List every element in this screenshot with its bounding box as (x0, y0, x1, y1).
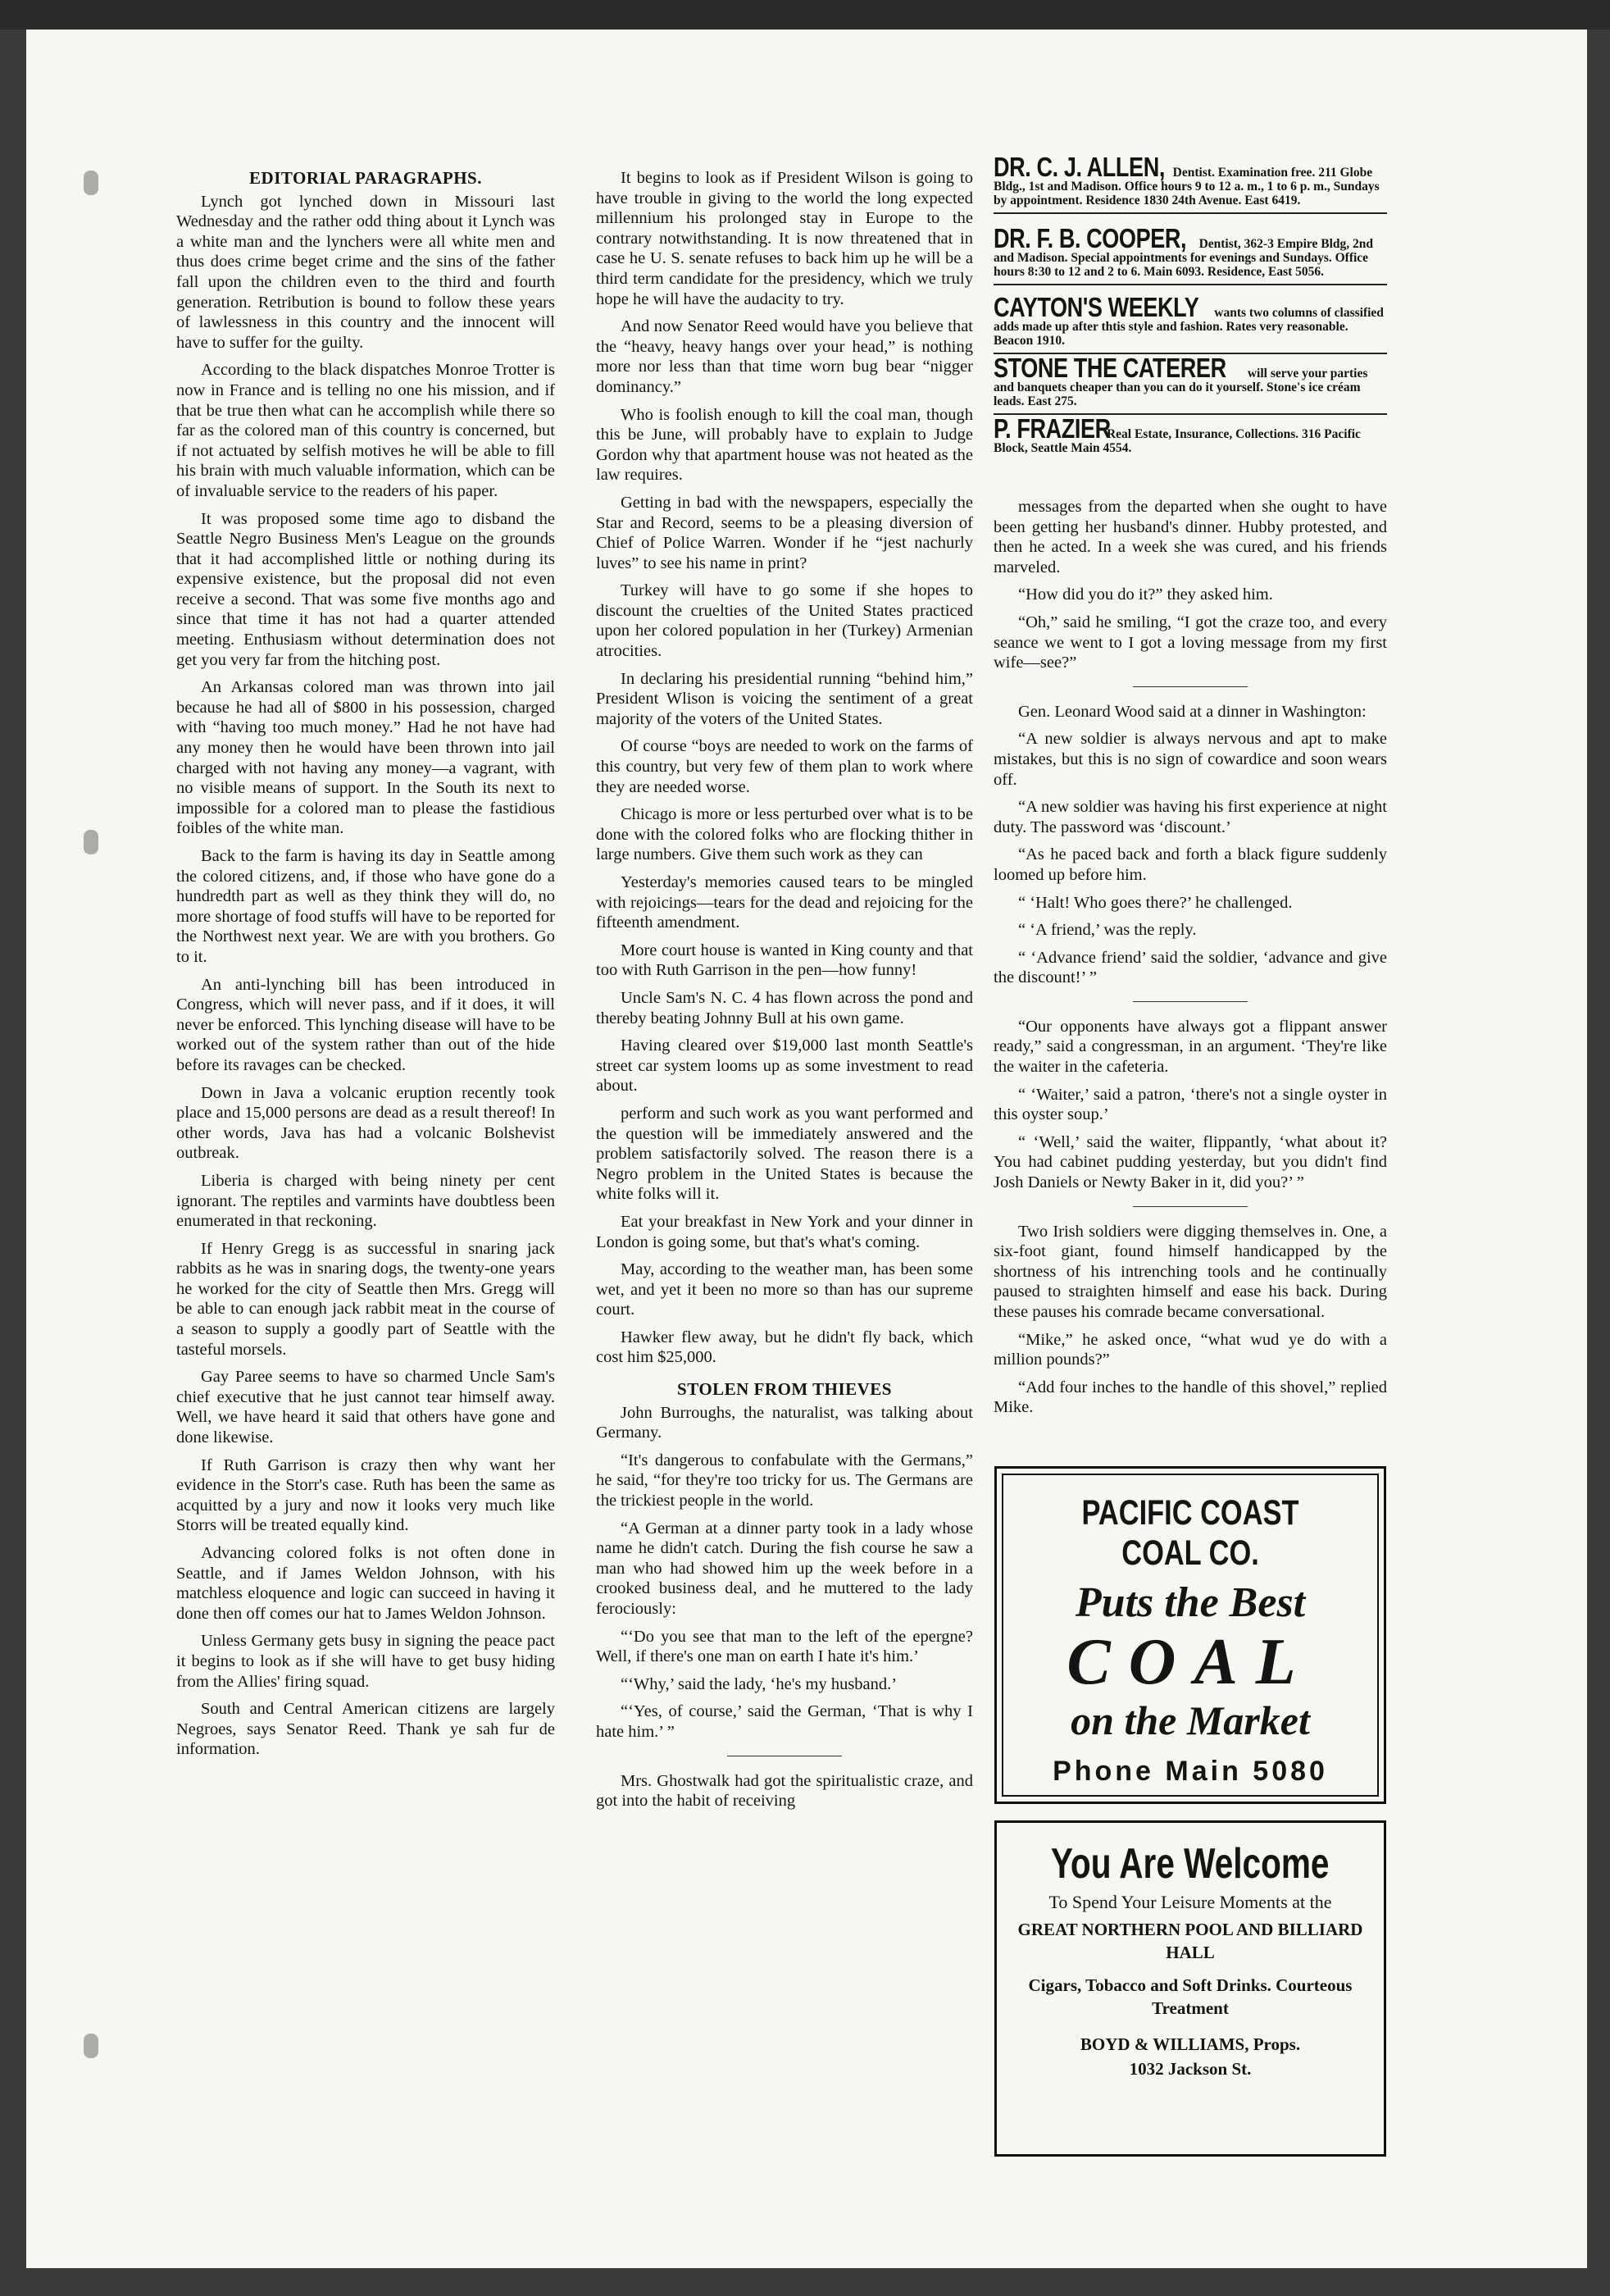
ad-allen: DR. C. J. ALLEN, Dentist. Examination free. 211 Globe Bldg., 1st and Madison. Office hours 9 to 12 a. m., 1 to 6 p. m., Sundays by appointment. Residence 1830 24th Avenue. East 6419. (994, 160, 1387, 214)
waiter-anecdote (994, 1017, 1387, 1193)
binding-hole (84, 830, 98, 854)
paragraph: “ ‘Waiter,’ said a patron, ‘there's not a single oyster in this oyster soup.’ (994, 1085, 1387, 1124)
editorial-title: EDITORIAL PARAGRAPHS. (249, 168, 482, 188)
ad-cayton: CAYTON'S WEEKLY wants two columns of classified adds made up after thtis style and fashion. Rates very reasonable. Beacon 1910. (994, 300, 1387, 354)
paragraph: “ ‘Halt! Who goes there?’ he challenged. (1018, 893, 1293, 912)
welcome-subline: To Spend Your Leisure Moments at the (1048, 1892, 1332, 1912)
paragraph: Uncle Sam's N. C. 4 has flown across the pond and thereby beating Johnny Bull at his own game. (596, 988, 973, 1027)
paragraph: If Ruth Garrison is crazy then why want her evidence in the Storr's case. Ruth has been the same as acquitted by a jury and now it looks very much like Storrs will be treated equally kind. (176, 1456, 555, 1535)
pool-hall-advertisement (994, 1820, 1386, 2157)
paragraph: Two Irish soldiers were digging themselves in. One, a six-foot giant, found himself handicapped by the shortness of his intrenching tools and he continually paused to straighten himself and ease his back. During these pauses his comrade became conversational. (994, 1222, 1387, 1321)
paragraph: It was proposed some time ago to disband the Seattle Negro Business Men's League on the grounds that it had accomplished little or nothing during its expensive existence, but the proposal did not even receive a second. That was some five months ago and since that time it has not had a quarter attended meeting. Enthusiasm without determination does not get you very far from the hitching post. (176, 509, 555, 669)
paragraph: “ ‘Well,’ said the waiter, flippantly, ‘what about it? You had cabinet pudding yesterday, but you didn't find Josh Daniels or Newty Baker in it, did you?’ ” (994, 1132, 1387, 1192)
coal-company-name: PACIFIC COAST COAL CO. (1081, 1493, 1299, 1573)
paragraph: Getting in bad with the newspapers, especially the Star and Record, seems to be a pleasing diversion of Chief of Police Warren. Wonder if he “jest nachurly luves” to see his name in print? (596, 493, 973, 572)
paragraph: “A new soldier is always nervous and apt to make mistakes, but this is no sign of cowardice and soon wears off. (994, 730, 1387, 789)
paragraph: “‘Yes, of course,’ said the German, ‘That is why I hate him.’ ” (596, 1702, 973, 1741)
coal-advertisement (994, 1466, 1386, 1804)
section-divider (1133, 1001, 1248, 1002)
ad-cooper: DR. F. B. COOPER, Dentist, 362-3 Empire Bldg, 2nd and Madison. Special appointments for evenings and Sundays. Office hours 8:30 to 12 and 2 to 6. Main 6093. Residence, East 5056. (994, 231, 1387, 285)
hall-proprietors: BOYD & WILLIAMS, Props. (1080, 2034, 1301, 2054)
paragraph: Who is foolish enough to kill the coal man, though this be June, will probably have to explain to Judge Gordon why that apartment house was not heated as the law requires. (596, 405, 973, 485)
paragraph: “A new soldier was having his first experience at night duty. The password was ‘discount.’ (994, 798, 1387, 836)
paragraph: “ ‘A friend,’ was the reply. (1018, 921, 1197, 940)
paragraph: Having cleared over $19,000 last month Seattle's street car system looms up as some investment to read about. (596, 1036, 973, 1096)
paragraph: Liberia is charged with being ninety per cent ignorant. The reptiles and varmints have doubtless been enumerated in that reckoning. (176, 1171, 555, 1231)
ghost-paragraph: Mrs. Ghostwalk had got the spiritualistic craze, and got into the habit of receiving (596, 1771, 973, 1811)
section-divider (1133, 686, 1248, 687)
paragraph: “Oh,” said he smiling, “I got the craze too, and every seance we went to I got a loving message from my first wife—see?” (994, 613, 1387, 672)
paragraph: Gen. Leonard Wood said at a dinner in Washington: (1018, 702, 1367, 721)
paragraph: Back to the farm is having its day in Seattle among the colored citizens, and, if those who have gone do a hundredth part as well as they think they will do, no more shortage of food stuffs will have to be reported for the Northwest next year. We are with you brothers. Go to it. (176, 847, 555, 966)
paragraph: May, according to the weather man, has been some wet, and yet it been no more so than has our supreme court. (596, 1260, 973, 1319)
coal-phone: Phone Main 5080 (1053, 1756, 1328, 1787)
coal-slogan-end: on the Market (1071, 1697, 1310, 1743)
section-divider (1133, 1206, 1248, 1207)
paragraph: South and Central American citizens are largely Negroes, says Senator Reed. Thank ye sah fur de information. (176, 1700, 555, 1759)
coal-word: COAL (1067, 1626, 1314, 1698)
binding-hole (84, 171, 98, 195)
paragraph: Lynch got lynched down in Missouri last Wednesday and the rather odd thing about it Lynch was a white man and the lynchers were all white men and thus does crime beget crime and the sins of the father fall upon the children even to the third and fourth generation. Retribution is bound to follow these years of lawlessness in this country and the innocent will have to suffer for the guilty. (176, 192, 555, 352)
paragraph: Of course “boys are needed to work on the farms of this country, but very few of them plan to work where they are needed worse. (596, 737, 973, 796)
paragraph: It begins to look as if President Wilson is going to have trouble in giving to the world the long expected millennium his prolonged stay in Europe to the contrary notwithstanding. It is now threatened that in case he U. S. senate refuses to back him up he will be a third term candidate for the presidency, which we truly hope he will have the audacity to try. (596, 169, 973, 308)
paragraph: If Henry Gregg is as successful in snaring jack rabbits as he was in snaring dogs, the twenty-one years he worked for the city of Seattle then Mrs. Gregg will be able to can enough jack rabbit meat in the course of a season to supply a goodly part of Seattle with the tasteful morsels. (176, 1239, 555, 1359)
paragraph: An Arkansas colored man was thrown into jail because he had all of $800 in his possession, charged with “having too much money.” Had he not have had any money then he would have been thrown into jail charged with not having any money—a vagrant, with no visible means of support. In the South its next to impossible for a colored man to please the fastidious foibles of the white man. (176, 678, 555, 838)
paragraph: Chicago is more or less perturbed over what is to be done with the colored folks who are flocking thither in large numbers. Give them such work as they can (596, 805, 973, 864)
paragraph: messages from the departed when she ought to have been getting her husband's dinner. Hubby protested, and then he acted. In a week she was cured, and his friends marveled. (994, 498, 1387, 576)
paragraph: “It's dangerous to confabulate with the Germans,” he said, “for they're too tricky for us. The Germans are the trickiest people in the world. (596, 1451, 973, 1510)
paragraph: “Our opponents have always got a flippant answer ready,” said a congressman, in an argument. ‘They're like the waiter in the cafeteria. (994, 1017, 1387, 1077)
paragraph: “How did you do it?” they asked him. (1018, 585, 1273, 604)
paragraph: Turkey will have to go some if she hopes to discount the cruelties of the United States practiced upon her colored population in her (Turkey) Armenian atrocities. (596, 581, 973, 661)
paragraph: Yesterday's memories caused tears to be mingled with rejoicings—tears for the dead and rejoicing for the fifteenth amendment. (596, 873, 973, 932)
hall-name: GREAT NORTHERN POOL AND BILLIARD HALL (1017, 1920, 1363, 1962)
paragraph: Down in Java a volcanic eruption recently took place and 15,000 persons are dead as a result thereof! In other words, Java has had a volcanic Bolshevist outbreak. (176, 1083, 555, 1163)
wood-anecdote (994, 702, 1387, 988)
paragraph: “ ‘Advance friend’ said the soldier, ‘advance and give the discount!’ ” (994, 948, 1387, 987)
paragraph: “Add four inches to the handle of this shovel,” replied Mike. (994, 1378, 1387, 1417)
paragraph: Advancing colored folks is not often done in Seattle, and if James Weldon Johnson, with his matchless eloquence and logic can succeed in having it done then off comes our hat to James Weldon Johnson. (176, 1544, 555, 1623)
paragraph: According to the black dispatches Monroe Trotter is now in France and is telling no one his mission, and if that be true then what can he accomplish while there so far as the colored man of this country is concerned, but if not actuated by selfish motives he will be able to fill his brain with much valuable information, which can be of invaluable service to the readers of his paper. (176, 361, 555, 500)
paragraph: “Mike,” he asked once, “what wud ye do with a million pounds?” (994, 1330, 1387, 1369)
ad-frazier: P. FRAZIER Real Estate, Insurance, Collections. 316 Pacific Block, Seattle Main 4554. (994, 413, 1361, 455)
middle-column (596, 168, 973, 1819)
hall-offerings: Cigars, Tobacco and Soft Drinks. Courteous Treatment (1028, 1975, 1353, 2018)
editorial-column (176, 168, 555, 1767)
paragraph: “‘Do you see that man to the left of the epergne? Well, if there's one man on earth I hate it's him.’ (596, 1627, 973, 1666)
paragraph: “As he paced back and forth a black figure suddenly loomed up before him. (994, 845, 1387, 884)
ad-stone: STONE THE CATERER will serve your parties and banquets cheaper than you can do it yourself. Stone's ice créam leads. East 275. (994, 361, 1387, 415)
paragraph: Eat your breakfast in New York and your dinner in London is going some, but that's what's coming. (596, 1212, 973, 1251)
scan-top-border (0, 0, 1610, 30)
binding-hole (84, 2034, 98, 2058)
hall-address: 1032 Jackson St. (1129, 2059, 1252, 2079)
coal-slogan: Puts the Best (1075, 1579, 1306, 1626)
welcome-headline: You Are Welcome (1051, 1840, 1330, 1888)
paragraph: Hawker flew away, but he didn't fly back, which cost him $25,000. (596, 1328, 973, 1367)
irish-anecdote (994, 1222, 1387, 1418)
paragraph: And now Senator Reed would have you believe that the “heavy, heavy hangs over your head,” is nothing more nor less than that time worn bug bear “nigger dominancy.” (596, 317, 973, 396)
paragraph: perform and such work as you want performed and the question will be immediately answered and the problem satisfactorily solved. The reason there is a Negro problem in the United States is because the white folks will it. (596, 1104, 973, 1204)
paragraph: An anti-lynching bill has been introduced in Congress, which will never pass, and if it does, it will never be enforced. This lynching disease will have to be worked out of the system rather than out of the hide before its ravages can be checked. (176, 975, 555, 1074)
paragraph: “‘Why,’ said the lady, ‘he's my husband.’ (621, 1674, 898, 1693)
stolen-paragraphs (596, 1403, 973, 1742)
paragraph: More court house is wanted in King county and that too with Ruth Garrison in the pen—how funny! (596, 941, 973, 980)
stolen-title: STOLEN FROM THIEVES (677, 1379, 892, 1400)
paragraph: “A German at a dinner party took in a lady whose name he didn't catch. During the fish course he saw a man who had showed him up the week before in a crooked business deal, and he muttered to the lady ferociously: (596, 1519, 973, 1618)
paragraph: Gay Paree seems to have so charmed Uncle Sam's chief executive that he just cannot tear himself away. Well, we have heard it said that others have gone and done likewise. (176, 1368, 555, 1447)
ghost-continued (994, 497, 1387, 673)
paragraph: In declaring his presidential running “behind him,” President Wlison is voicing the sentiment of a great majority of the voters of the United States. (596, 669, 973, 728)
paragraph: John Burroughs, the naturalist, was talking about Germany. (596, 1403, 973, 1442)
middle-paragraphs (596, 168, 973, 1368)
paragraph: Unless Germany gets busy in signing the peace pact it begins to look as if she will have to get busy hiding from the Allies' firing squad. (176, 1632, 555, 1691)
right-column (994, 497, 1387, 1425)
editorial-paragraphs (176, 192, 555, 1760)
